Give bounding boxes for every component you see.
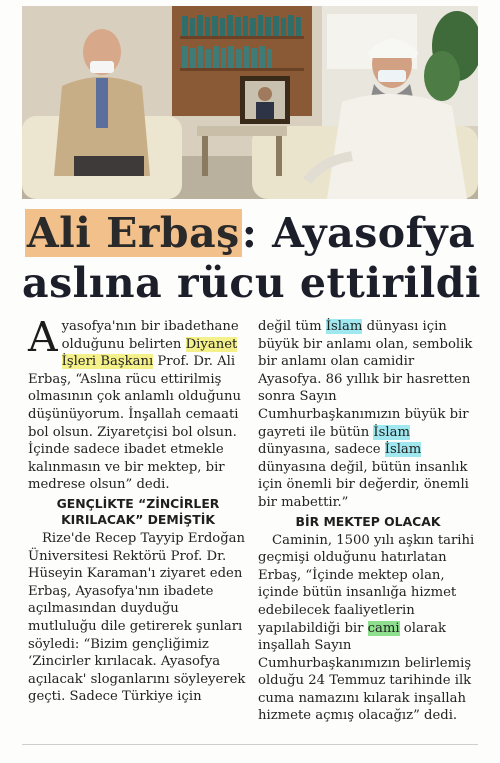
- highlight-diyanet: Diyanet İşleri Başkanı: [61, 336, 238, 370]
- paragraph-rize: [28, 530, 248, 706]
- cami-text-b: olarak inşallah Sayın Cumhurbaşkanımızın belirlemiş olduğu 24 Temmuz tarihinde ilk cuma namazını kılarak inşallah hizmete açmış olacağız” dedi.: [258, 620, 472, 724]
- cont-text-b: dünyası için büyük bir anlamı olan, sembolik bir anlamı olan camidir Ayasofya. 86 yıllık bir hasretten sonra Sayın Cumhurbaşkanımızın büyük bir gayreti ile bütün: [258, 319, 473, 440]
- paragraph-intro: [28, 313, 248, 494]
- highlight-islam-2: İslam: [373, 424, 410, 440]
- cont-text-d: dünyasına değil, bütün insanlık için önemli bir değerdir, önemli bir mabettir.”: [258, 459, 469, 510]
- subheading-mektep: BİR MEKTEP OLACAK: [295, 513, 441, 529]
- article-column-left: [28, 313, 248, 706]
- article-column-right: [258, 318, 478, 725]
- paragraph-cami: [258, 532, 478, 726]
- meeting-photo-illustration: [22, 6, 478, 199]
- headline-rest: : Ayasofya: [241, 209, 476, 257]
- highlight-cami: cami: [367, 620, 400, 636]
- headline-line-1: [22, 206, 478, 260]
- intro-text-a: yasofya'nın bir ibadethane olduğunu belirten: [61, 319, 239, 352]
- highlight-islam-3: İslam: [384, 442, 422, 458]
- paragraph-continued: [258, 318, 478, 512]
- headline-line-2: aslına rücu ettirildi: [22, 259, 481, 307]
- cami-text-a: Caminin, 1500 yılı aşkın tarihi geçmişi olduğunu hatırlatan Erbaş, “İçinde mektep olan, içinde bütün insanlığa hizmet edebilecek faaliyetlerin yapılabildiği bir: [258, 532, 475, 636]
- news-photo: [22, 6, 478, 199]
- rize-text: Rize'de Recep Tayyip Erdoğan Üniversitesi Rektörü Prof. Dr. Hüseyin Karaman'ı ziyaret eden Erbaş, Ayasofya'nın ibadete açılmasından duyduğu mutluluğu dile getirerek şunları söyledi: “Bizim gençliğimiz ‘Zincirler kırılacak. Ayasofya açılacak' sloganlarını söyleyerek geçti. Sadece Türkiye için: [28, 530, 246, 705]
- headline-name: Ali Erbaş: [26, 209, 240, 257]
- cont-text-c: dünyasına, sadece: [258, 442, 385, 458]
- subheading-gençlikte: GENÇLİKTE “ZİNCİRLER KIRILACAK” DEMİŞTİK: [56, 495, 220, 527]
- cont-text-a: değil tüm: [258, 319, 326, 334]
- highlight-islam-1: İslam: [325, 319, 363, 334]
- intro-text-b: Prof. Dr. Ali Erbaş, “Aslına rücu ettirilmiş olmasının çok anlamlı olduğunu düşünüyorum. İnşallah cemaati bol olsun. Ziyaretçisi bol olsun. İçinde sadece ibadet etmekle kalınmasın ve bir mektep, bir medrese olsun” dedi.: [28, 354, 241, 493]
- drop-cap: A: [28, 313, 58, 361]
- bottom-rule: [22, 744, 478, 745]
